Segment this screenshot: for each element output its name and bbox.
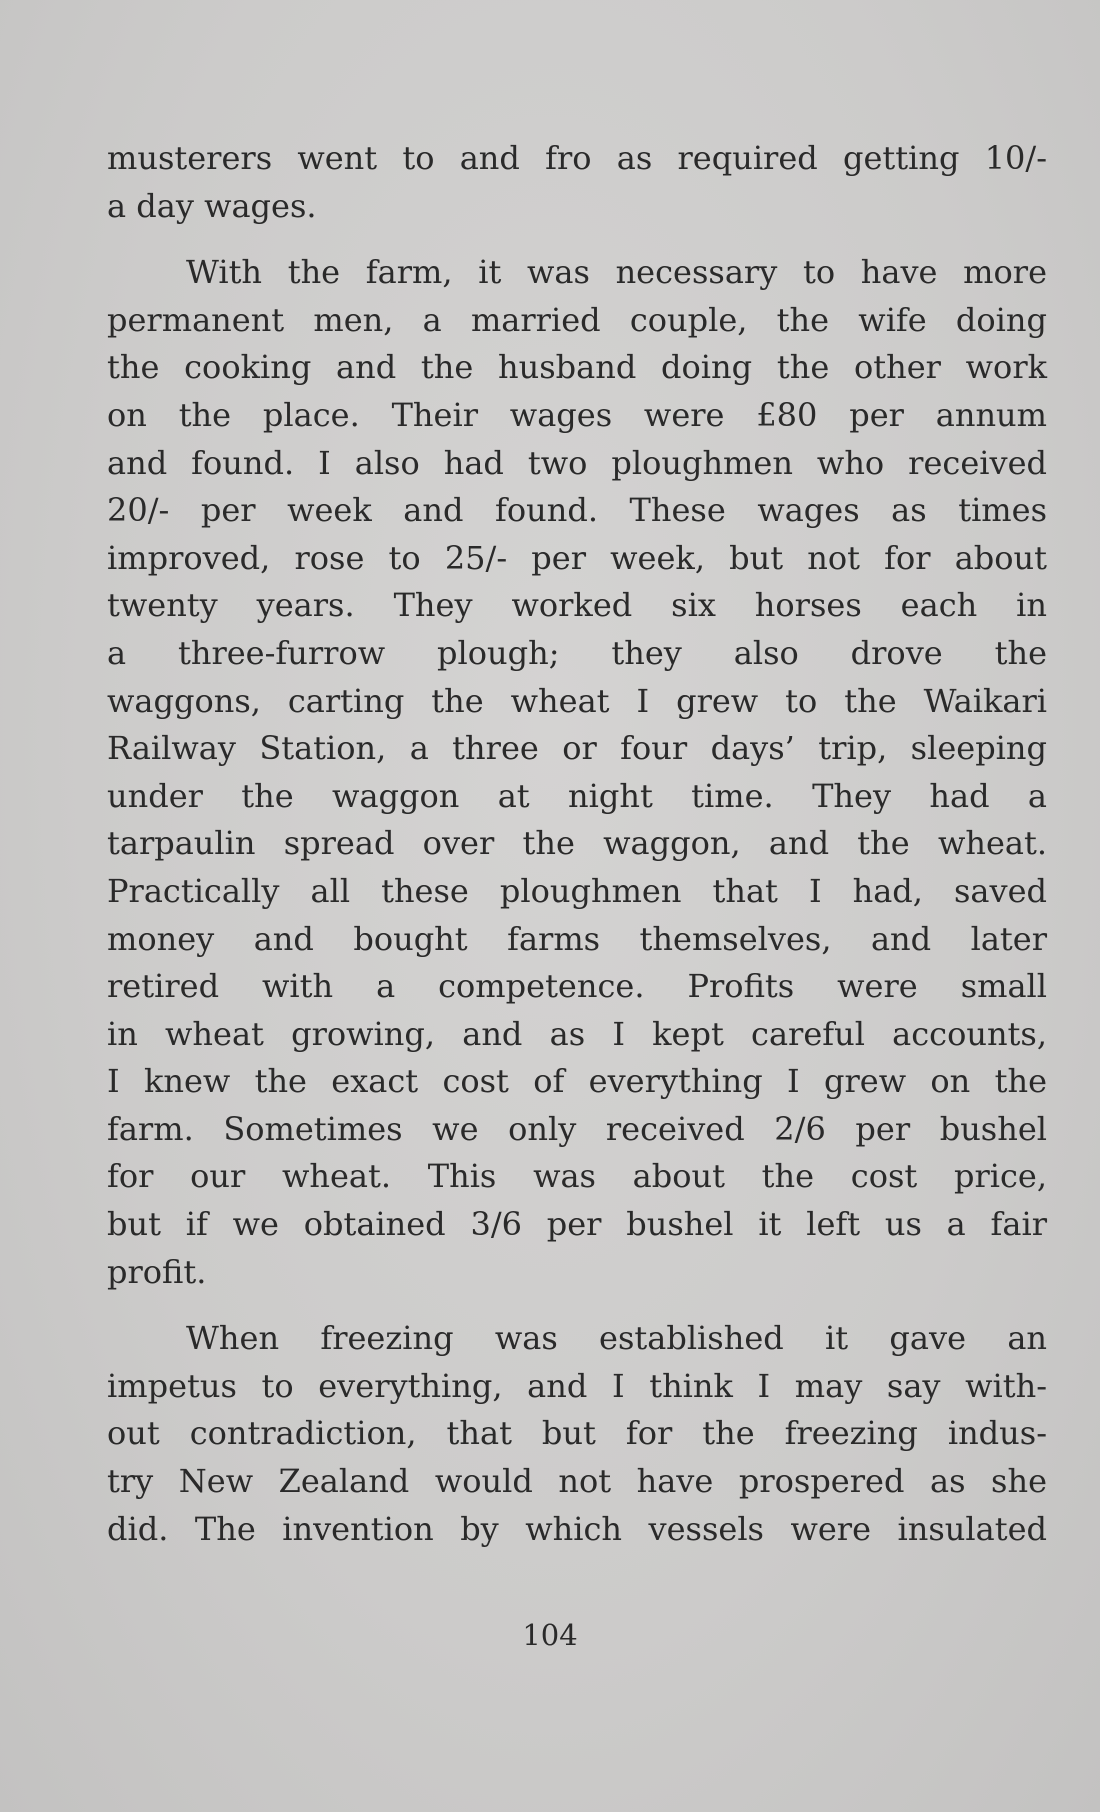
- text-line: and found. I also had two ploughmen who received: [107, 443, 1047, 482]
- text-line: When freezing was established it gave an: [186, 1319, 1047, 1358]
- text-line: on the place. Their wages were £80 per annum: [107, 395, 1047, 434]
- paragraph-3: [107, 1315, 1047, 1553]
- text-line: try New Zealand would not have prospered as she: [107, 1462, 1047, 1501]
- text-line: farm. Sometimes we only received 2/6 per bushel: [107, 1109, 1047, 1148]
- page-number: 104: [522, 1618, 578, 1652]
- text-line: With the farm, it was necessary to have more: [186, 253, 1047, 292]
- text-line: Railway Station, a three or four days’ trip, sleeping: [107, 729, 1047, 768]
- text-line: improved, rose to 25/- per week, but not for about: [107, 538, 1047, 577]
- paragraph-1: [107, 135, 1047, 230]
- text-line: did. The invention by which vessels were insulated: [107, 1509, 1047, 1548]
- text-line: musterers went to and fro as required getting 10/-: [107, 139, 1047, 177]
- text-line: I knew the exact cost of everything I grew on the: [107, 1062, 1047, 1101]
- text-line: twenty years. They worked six horses each in: [107, 586, 1047, 625]
- text-line: profit.: [107, 1252, 207, 1291]
- text-line: for our wheat. This was about the cost price,: [107, 1157, 1047, 1196]
- text-line: retired with a competence. Profits were small: [107, 967, 1047, 1006]
- text-line: 20/- per week and found. These wages as times: [107, 491, 1047, 530]
- body-text: [107, 135, 1047, 1553]
- text-line: impetus to everything, and I think I may say with-: [107, 1366, 1047, 1405]
- text-line: out contradiction, that but for the freezing indus-: [107, 1414, 1047, 1453]
- text-line: waggons, carting the wheat I grew to the Waikari: [107, 681, 1047, 720]
- text-line: in wheat growing, and as I kept careful accounts,: [107, 1014, 1047, 1053]
- text-line: but if we obtained 3/6 per bushel it left us a fair: [107, 1205, 1047, 1244]
- text-line: a three-furrow plough; they also drove the: [107, 633, 1047, 672]
- text-line: under the waggon at night time. They had a: [107, 776, 1047, 815]
- text-line: Practically all these ploughmen that I had, saved: [107, 871, 1047, 910]
- paragraph-2: [107, 249, 1047, 1296]
- text-line: tarpaulin spread over the waggon, and the wheat.: [107, 824, 1047, 863]
- text-line: the cooking and the husband doing the other work: [107, 348, 1047, 387]
- text-line: a day wages.: [107, 186, 317, 225]
- text-line: money and bought farms themselves, and later: [107, 919, 1047, 958]
- text-line: permanent men, a married couple, the wife doing: [107, 300, 1047, 339]
